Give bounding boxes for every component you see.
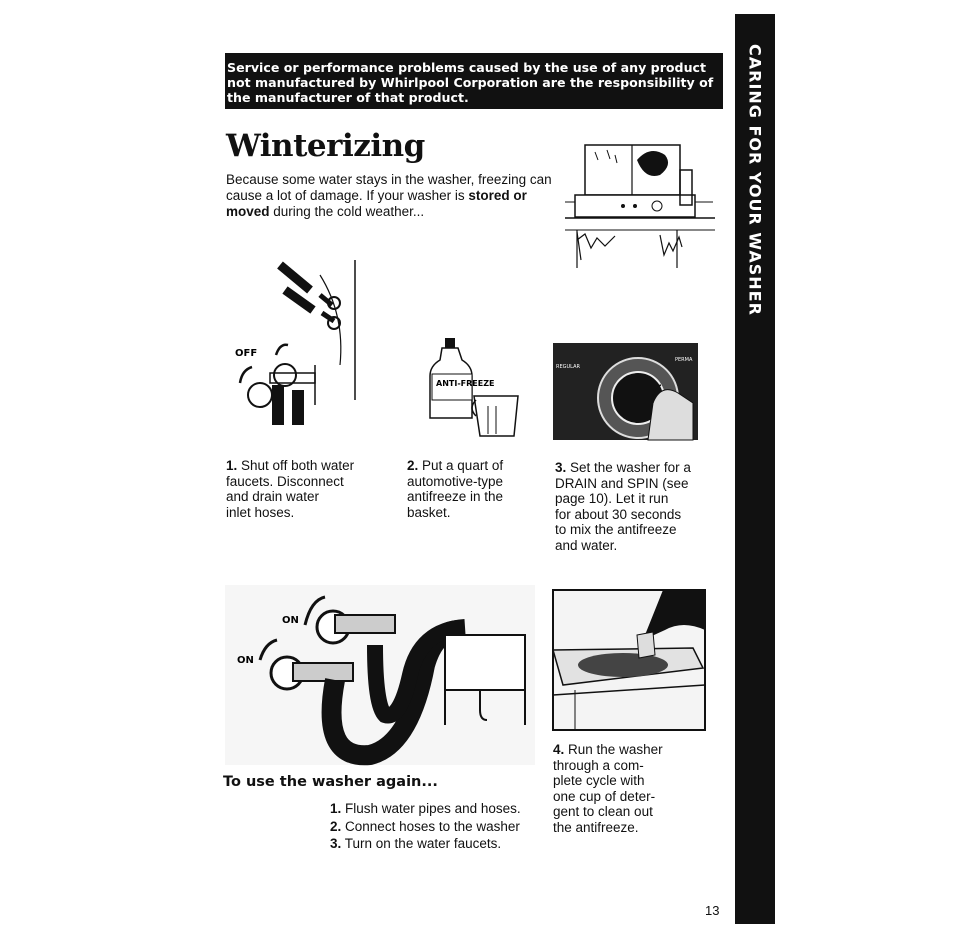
antifreeze-bottle-illustration (428, 336, 528, 440)
step-3-number: 3. (555, 460, 567, 475)
use-again-heading: To use the washer again... (223, 774, 438, 790)
antifreeze-label: ANTI-FREEZE (436, 379, 495, 388)
step-4 (553, 742, 663, 835)
faucet-shutoff-illustration (230, 255, 365, 430)
step-1 (226, 458, 354, 520)
step-3 (555, 460, 691, 553)
step-2-text: Put a quart of automotive-type antifreeze in the basket. (407, 458, 504, 520)
notice-line-1: Service or performance problems caused by the use of any product (227, 60, 707, 75)
step-4-number: 4. (553, 742, 565, 757)
use-again-item-2: 2. Connect hoses to the washer (330, 818, 520, 834)
page-number: 13 (705, 903, 720, 918)
step-3-text: Set the washer for a DRAIN and SPIN (see page 10). Let it run for about 30 seconds to mix the antifreeze and water. (555, 460, 691, 553)
notice-line-3: the manufacturer of that product. (227, 90, 469, 105)
intro-text-1: Because some water stays in the washer, freezing can cause a lot of damage. If your washer is (226, 172, 552, 203)
notice-banner (225, 53, 723, 109)
cold-room-washer-illustration (565, 140, 715, 270)
step-2 (407, 458, 503, 520)
step-4-text: Run the washer through a com- plete cycle with one cup of deter- gent to clean out the antifreeze. (553, 742, 663, 835)
dial-label-right: PERMA (675, 357, 693, 363)
use-again-item-3: 3. Turn on the water faucets. (330, 836, 502, 851)
intro-text-2: during the cold weather... (269, 204, 425, 219)
step-2-number: 2. (407, 458, 419, 473)
step-1-text: Shut off both water faucets. Disconnect and drain water inlet hoses. (226, 458, 355, 520)
section-side-tab-label: CARING FOR YOUR WASHER (745, 44, 765, 316)
faucet-on-label-lower: ON (237, 655, 254, 666)
dial-setting-illustration (553, 343, 698, 440)
use-again-item-1: 1. Flush water pipes and hoses. (330, 801, 521, 816)
step-1-number: 1. (226, 458, 238, 473)
faucet-on-illustration (225, 585, 535, 765)
page-title: Winterizing (226, 128, 425, 164)
intro-paragraph (226, 172, 566, 220)
detergent-pour-illustration (553, 590, 705, 730)
dial-label-left: REGULAR (556, 364, 580, 370)
faucet-off-label: OFF (235, 348, 258, 359)
section-side-tab (735, 14, 775, 924)
faucet-on-label-upper: ON (282, 615, 299, 626)
use-again-list (330, 800, 521, 853)
intro-bold: stored or moved (226, 188, 527, 219)
notice-line-2: not manufactured by Whirlpool Corporation are the responsibility of (227, 75, 714, 90)
